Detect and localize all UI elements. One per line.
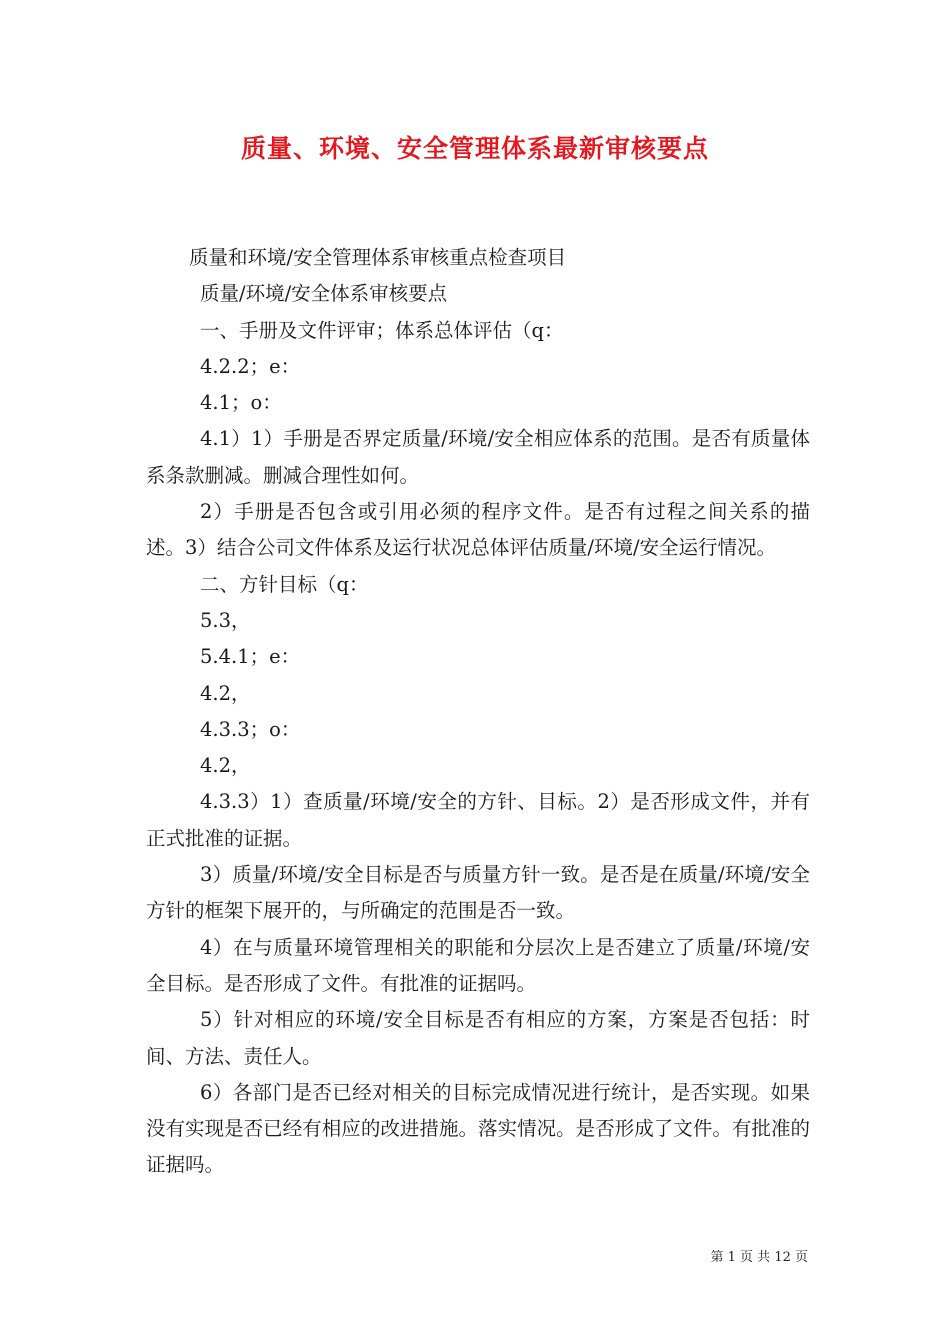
document-body [146,240,810,1184]
paragraph-item: 4.1）1）手册是否界定质量/环境/安全相应体系的范围。是否有质量体系条款删减。删减合理性如何。 [146,427,810,487]
paragraph-clause: 4.3.3；o： [200,717,301,741]
paragraph-item: 5）针对相应的环境/安全目标是否有相应的方案，方案是否包括：时间、方法、责任人。 [146,1008,810,1068]
page-number: 第 1 页 共 12 页 [710,1250,808,1265]
paragraph-item: 4.3.3）1）查质量/环境/安全的方针、目标。2）是否形成文件，并有正式批准的证据。 [146,790,810,850]
paragraph-clause: 5.4.1；e： [200,645,301,669]
paragraph-clause: 4.2.2；e： [200,354,301,378]
paragraph-item: 6）各部门是否已经对相关的目标完成情况进行统计，是否实现。如果没有实现是否已经有相应的改进措施。落实情况。是否形成了文件。有批准的证据吗。 [146,1080,810,1177]
paragraph-item: 2）手册是否包含或引用必须的程序文件。是否有过程之间关系的描述。3）结合公司文件体系及运行状况总体评估质量/环境/安全运行情况。 [146,500,810,560]
paragraph-section-2: 二、方针目标（q： [200,572,369,596]
paragraph-subheading: 质量/环境/安全体系审核要点 [200,282,448,306]
paragraph-clause: 4.1；o： [200,391,282,415]
paragraph-heading: 质量和环境/安全管理体系审核重点检查项目 [189,246,567,269]
paragraph-item: 4）在与质量环境管理相关的职能和分层次上是否建立了质量/环境/安全目标。是否形成了文件。有批准的证据吗。 [146,935,810,995]
paragraph-section-1: 一、手册及文件评审；体系总体评估（q： [200,318,564,342]
paragraph-clause: 5.3， [200,608,251,632]
paragraph-clause: 4.2， [200,681,251,705]
paragraph-clause: 4.2， [200,754,251,778]
paragraph-item: 3）质量/环境/安全目标是否与质量方针一致。是否是在质量/环境/安全方针的框架下展开的，与所确定的范围是否一致。 [146,863,810,923]
document-title: 质量、环境、安全管理体系最新审核要点 [240,134,709,163]
